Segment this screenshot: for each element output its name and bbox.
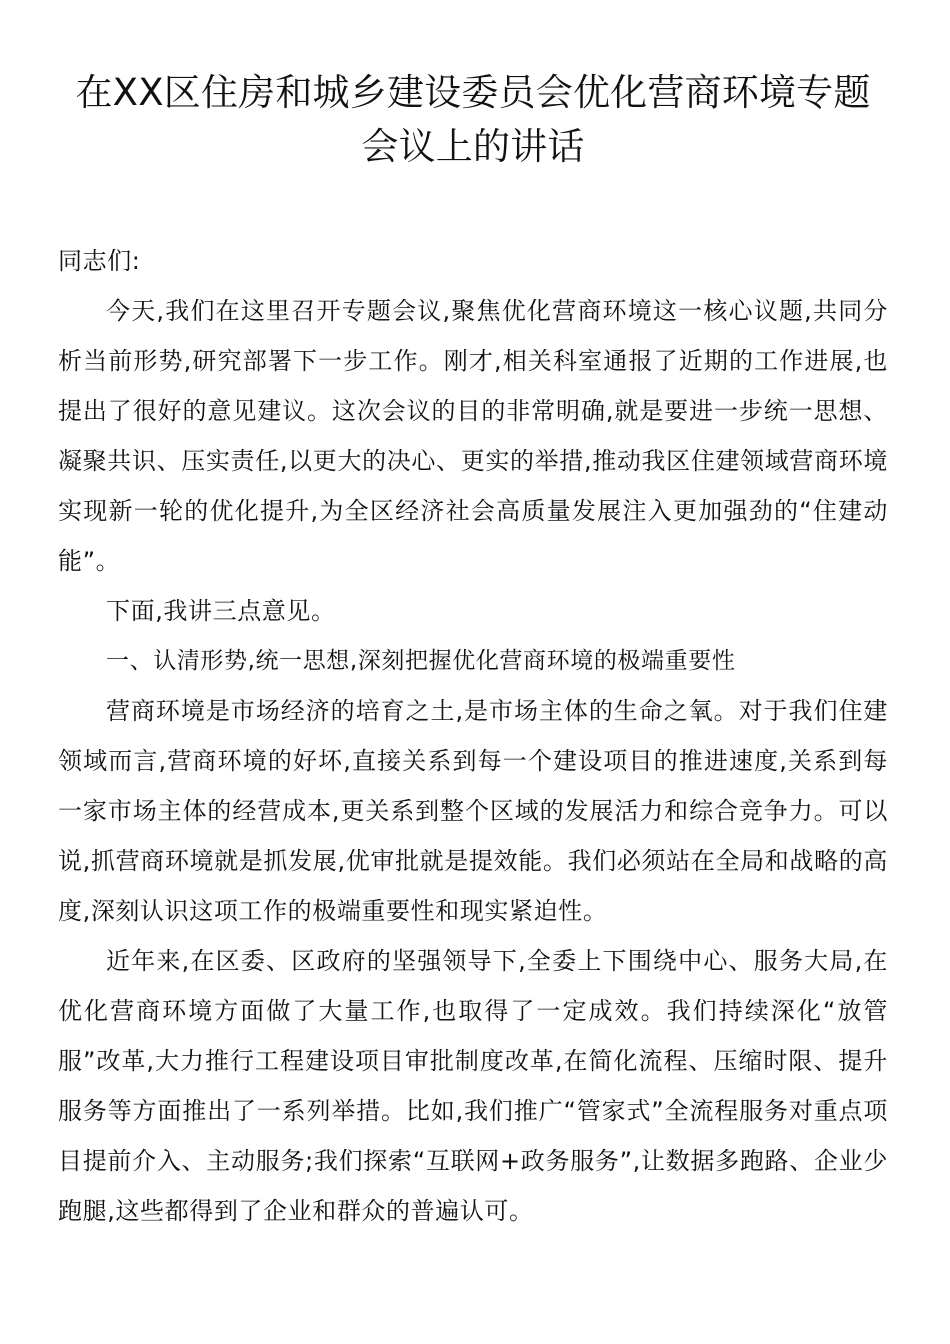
paragraph-outline: 下面,我讲三点意见。 bbox=[106, 597, 336, 625]
paragraph-opening: 今天,我们在这里召开专题会议,聚焦优化营商环境这一核心议题,共同分析当前形势,研究部署下一步工作。刚才,相关科室通报了近期的工作进展,也提出了很好的意见建议。这次会议的目的非常明确,就是要进一步统一思想、凝聚共识、压实责任,以更大的决心、更实的举措,推动我区住建领域营商环境实现新一轮的优化提升,为全区经济社会高质量发展注入更加强劲的“住建动能”。 bbox=[58, 297, 888, 575]
section-heading-one: 一、认清形势,统一思想,深刻把握优化营商环境的极端重要性 bbox=[106, 648, 736, 674]
document-body bbox=[58, 236, 888, 1236]
paragraph-importance: 营商环境是市场经济的培育之土,是市场主体的生命之氧。对于我们住建领域而言,营商环境的好坏,直接关系到每一个建设项目的推进速度,关系到每一家市场主体的经营成本,更关系到整个区域的发展活力和综合竞争力。可以说,抓营商环境就是抓发展,优审批就是提效能。我们必须站在全局和战略的高度,深刻认识这项工作的极端重要性和现实紧迫性。 bbox=[58, 697, 888, 925]
document-title: 在XX区住房和城乡建设委员会优化营商环境专题会议上的讲话 bbox=[75, 71, 871, 168]
salutation: 同志们: bbox=[58, 247, 141, 275]
paragraph-achievements: 近年来,在区委、区政府的坚强领导下,全委上下围绕中心、服务大局,在优化营商环境方面做了大量工作,也取得了一定成效。我们持续深化“放管服”改革,大力推行工程建设项目审批制度改革,在简化流程、压缩时限、提升服务等方面推出了一系列举措。比如,我们推广“管家式”全流程服务对重点项目提前介入、主动服务;我们探索“互联网+政务服务”,让数据多跑路、企业少跑腿,这些都得到了企业和群众的普遍认可。 bbox=[58, 947, 888, 1225]
